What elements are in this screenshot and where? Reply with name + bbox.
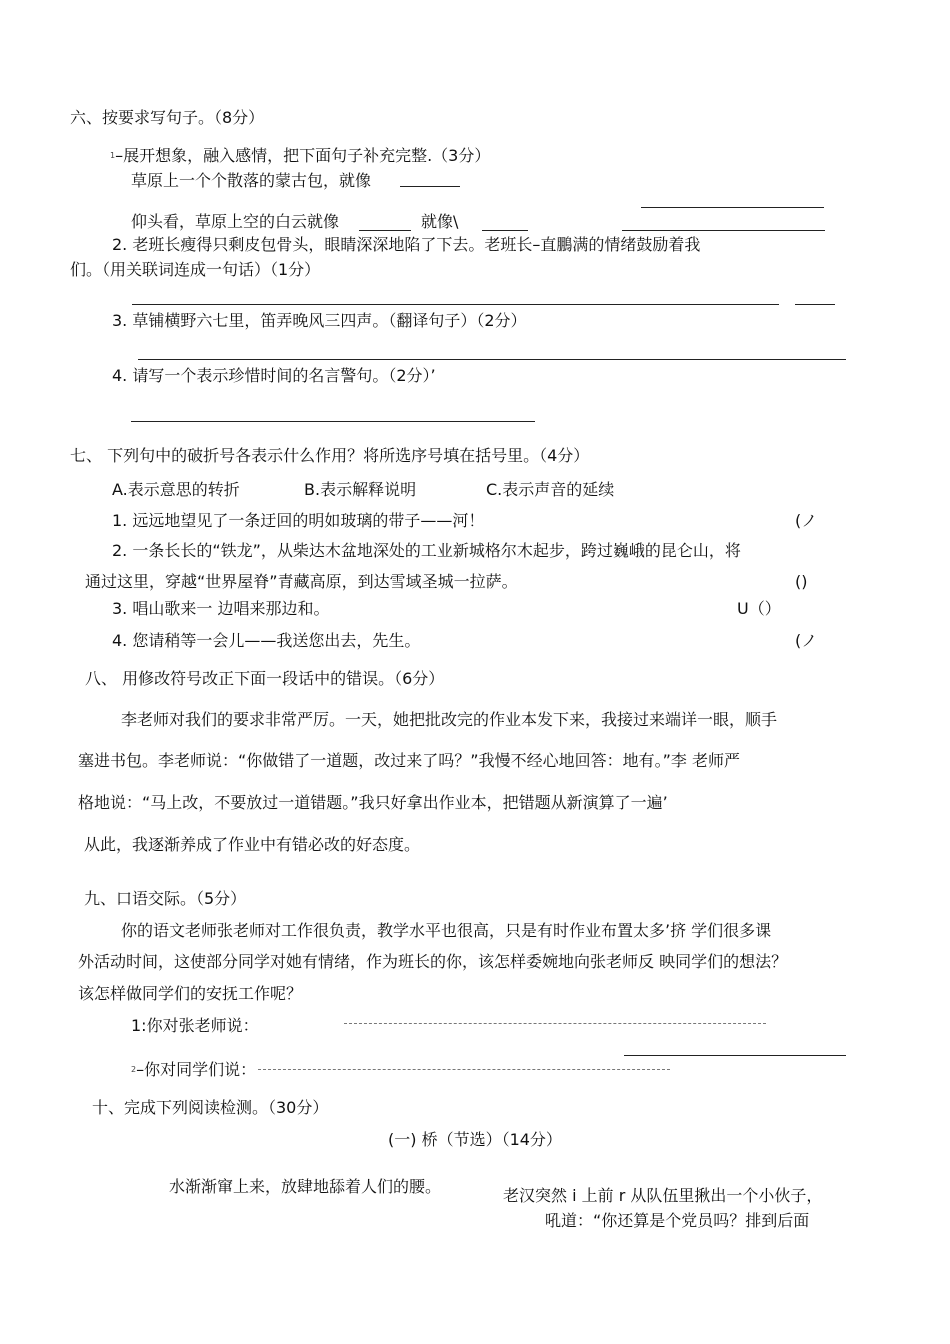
section-9-heading: 九、口语交际。（5分）	[84, 889, 247, 908]
paragraph-line: 外活动时间，这使部分同学对她有情绪，作为班长的你，该怎样委婉地向张老师反 映同学们的想法？	[78, 952, 788, 971]
answer-bracket[interactable]: (ノ	[795, 631, 818, 650]
option-c: C.表示声音的延续	[486, 480, 615, 499]
paragraph-line: 该怎样做同学们的安抚工作呢？	[78, 984, 303, 1003]
answer-line[interactable]	[138, 359, 846, 360]
answer-bracket[interactable]: ()	[795, 572, 808, 591]
question-6-1-prompt-a: 草原上一个个散落的蒙古包，就像	[131, 171, 372, 190]
option-a: A.表示意思的转折	[112, 480, 240, 499]
question-6-1	[110, 146, 490, 166]
section-7-heading: 七、 下列句中的破折号各表示什么作用？将所选序号填在括号里。（4分）	[70, 446, 590, 465]
answer-bracket[interactable]: (ノ	[795, 511, 818, 530]
question-6-2-line1: 2. 老班长瘦得只剩皮包骨头，眼睛深深地陷了下去。老班长–直鵬满的情绪鼓励着我	[112, 235, 701, 254]
answer-line[interactable]	[258, 1069, 670, 1070]
paragraph-line: 塞进书包。李老师说：“你做错了一道题，改过来了吗？”我慢不经心地回答：地有。”李 老师严	[78, 751, 740, 770]
question-7-3: 3. 唱山歌来一 边唱来那边和。	[112, 599, 330, 618]
passage-right-line1: 老汉突然 i 上前 r 从队伍里揪出一个小伙子，	[503, 1186, 823, 1205]
question-6-4: 4. 请写一个表示珍惜时间的名言警句。（2分）’	[112, 366, 436, 385]
paragraph-line: 你的语文老师张老师对工作很负责，教学水平也很高，只是有时作业布置太多’挤 学们很多课	[121, 921, 772, 940]
question-6-1-prompt-b2: 就像\	[421, 212, 459, 231]
paragraph-line: 格地说：“马上改，不要放过一道错题。”我只好拿出作业本，把错题从新演算了一遍’	[78, 793, 668, 812]
question-6-3: 3. 草铺横野六七里，笛弄晚风三四声。（翻译句子）（2分）	[112, 311, 527, 330]
section-10-heading: 十、完成下列阅读检测。（30分）	[92, 1098, 329, 1117]
answer-blank[interactable]	[482, 230, 528, 231]
question-number: 2	[131, 1065, 137, 1074]
answer-line[interactable]	[795, 304, 835, 305]
answer-line[interactable]	[344, 1023, 766, 1024]
section-6-heading: 六、按要求写句子。（8分）	[70, 108, 265, 127]
answer-line[interactable]	[131, 421, 535, 422]
answer-bracket[interactable]: U（）	[737, 599, 781, 618]
question-6-2-line2: 们。（用关联词连成一句话）（1分）	[70, 260, 321, 279]
answer-blank[interactable]	[359, 230, 411, 231]
paragraph-line: 李老师对我们的要求非常严厉。一天，她把批改完的作业本发下来，我接过来端详一眼，顺手	[121, 710, 778, 729]
passage-right-line2: 吼道：“你还算是个党员吗？排到后面	[545, 1211, 810, 1230]
question-text: –展开想象，融入感情，把下面句子补充完整.（3分）	[115, 146, 491, 165]
option-b: B.表示解释说明	[304, 480, 417, 499]
question-7-2-line1: 2. 一条长长的“铁龙”，从柴达木盆地深处的工业新城格尔木起步，跨过巍峨的昆仑山，将	[112, 541, 741, 560]
prompt-teacher: 1:你对张老师说：	[131, 1016, 259, 1035]
prompt-text: –你对同学们说：	[136, 1060, 257, 1079]
answer-blank[interactable]	[641, 207, 824, 208]
passage-left: 水渐渐窜上来，放肆地舔着人们的腰。	[169, 1177, 442, 1196]
question-6-1-prompt-b: 仰头看，草原上空的白云就像	[131, 212, 340, 231]
paragraph-line: 从此，我逐渐养成了作业中有错必改的好态度。	[84, 835, 421, 854]
answer-blank[interactable]	[622, 230, 825, 231]
question-7-1: 1. 远远地望见了一条迂回的明如玻璃的带子——河！	[112, 511, 485, 530]
reading-subtitle: (一) 桥（节选）（14分）	[388, 1130, 562, 1149]
question-7-4: 4. 您请稍等一会儿——我送您出去，先生。	[112, 631, 421, 650]
prompt-classmates	[131, 1060, 256, 1080]
question-number: 1	[110, 151, 116, 160]
answer-line[interactable]	[624, 1055, 846, 1056]
answer-blank[interactable]	[400, 186, 460, 187]
question-7-2-line2: 通过这里，穿越“世界屋脊”青藏高原，到达雪域圣城一拉萨。	[85, 572, 518, 591]
answer-line[interactable]	[132, 304, 779, 305]
section-8-heading: 八、 用修改符号改正下面一段话中的错误。（6分）	[85, 669, 445, 688]
